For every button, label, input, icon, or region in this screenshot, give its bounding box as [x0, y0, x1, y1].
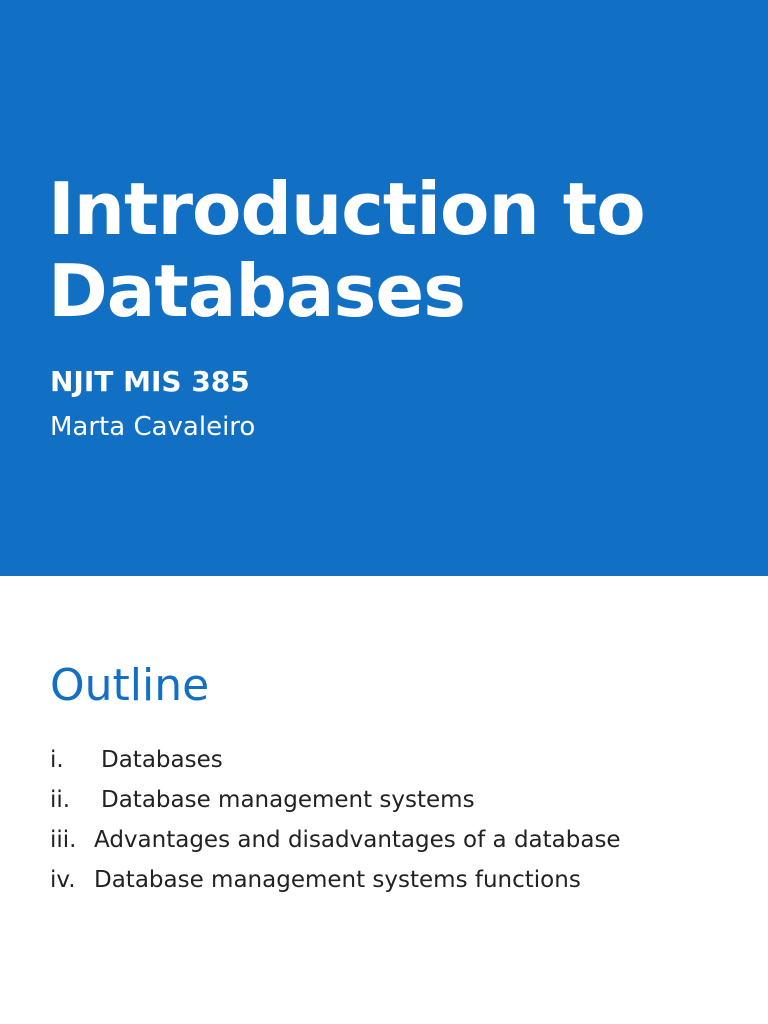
outline-item-dbms-functions — [50, 860, 621, 900]
outline-item-databases — [50, 740, 621, 780]
outline-item-text: Database management systems — [101, 787, 475, 813]
outline-item-marker: iii. — [50, 827, 77, 853]
outline-item-text: Databases — [101, 747, 223, 773]
author-name: Marta Cavaleiro — [50, 412, 256, 442]
outline-item-marker: ii. — [50, 787, 71, 813]
outline-item-text: Database management systems functions — [94, 867, 581, 893]
presentation-title: Introduction to Databases — [48, 167, 645, 333]
outline-slide — [0, 576, 768, 1024]
outline-list — [50, 740, 621, 900]
course-name: NJIT MIS 385 — [50, 365, 250, 398]
outline-item-marker: iv. — [50, 867, 76, 893]
outline-item-advantages — [50, 820, 621, 860]
outline-item-dbms — [50, 780, 621, 820]
outline-item-marker: i. — [50, 747, 64, 773]
outline-heading: Outline — [50, 660, 210, 711]
outline-item-text: Advantages and disadvantages of a database — [94, 827, 621, 853]
